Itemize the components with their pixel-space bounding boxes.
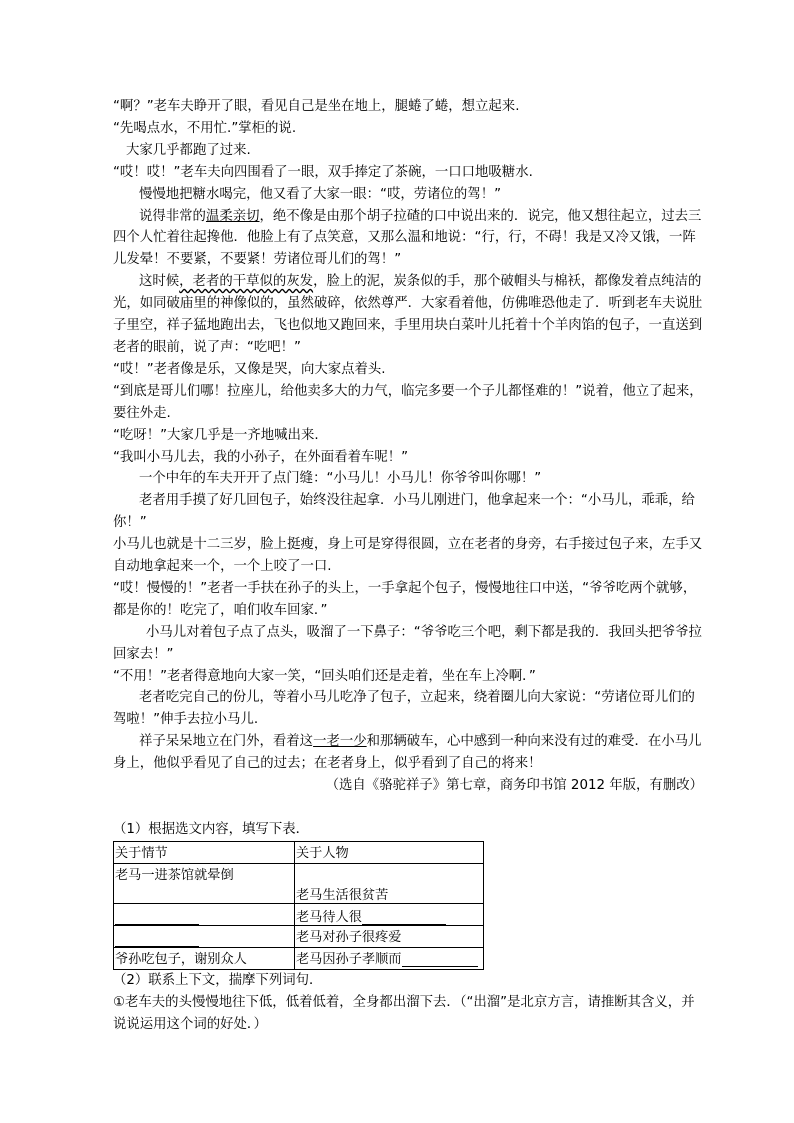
cell-plot-1: 老马一进茶馆就晕倒	[114, 863, 295, 903]
passage-paragraph: 慢慢地把糖水喝完，他又看了大家一眼：“哎，劳诸位的驾！”	[139, 186, 502, 202]
passage-paragraph: “吃呀！”大家几乎是一齐地喊出来.	[113, 427, 319, 443]
table-row	[114, 925, 484, 947]
passage-paragraph: 这时候，老者的干草似的灰发，脸上的泥，炭条似的手，那个破帽头与棉袄，都像发着点纯洁的光，如同破庙里的神像似的，虽然破碎，依然尊严．大家看着他，仿佛唯恐他走了．听到老车夫说肚子里空，祥子猛地跑出去，飞也似地又跑回来，手里用块白菜叶儿托着十个羊肉馅的包子，一直送到老者的眼前，说了声：“吃吧！”	[113, 274, 703, 355]
document-page	[113, 96, 703, 1036]
underlined-phrase: 一老一少	[313, 734, 367, 750]
cell-plot-blank-2[interactable]	[114, 925, 295, 947]
story-passage	[113, 96, 703, 775]
cell-plot-blank-1[interactable]	[114, 903, 295, 925]
answer-blank	[362, 910, 446, 925]
passage-paragraph: “不用！”老者得意地向大家一笑，“回头咱们还是走着，坐在车上冷啊．”	[113, 668, 536, 684]
passage-paragraph: 老者用手摸了好几回包子，始终没往起拿．小马儿刚进门，他拿起来一个：“小马儿，乖乖，给你！”	[113, 493, 695, 531]
table-row	[114, 863, 484, 882]
passage-paragraph: 老者吃完自己的份儿，等着小马儿吃净了包子，立起来，绕着圈儿向大家说：“劳诸位哥儿们的驾啦！”伸手去拉小马儿.	[113, 690, 695, 728]
passage-paragraph: “哎！慢慢的！”老者一手扶在孙子的头上，一手拿起个包子，慢慢地往口中送，“爷爷吃两个就够，都是你的！吃完了，咱们收车回家．”	[113, 580, 697, 618]
passage-paragraph: “哎！哎！”老车夫向四围看了一眼，双手捧定了茶碗，一口口地吸糖水.	[113, 164, 533, 180]
question-2-item-1: ①老车夫的头慢慢地往下低，低着低着，全身都出溜下去．（“出溜”是北京方言，请推断其含义，并说说运用这个词的好处．）	[113, 994, 695, 1032]
passage-paragraph: 祥子呆呆地立在门外，看着这一老一少和那辆破车，心中感到一种向来没有过的难受．在小马儿身上，他似乎看见了自己的过去；在老者身上，似乎看到了自己的将来！	[113, 734, 702, 772]
underlined-phrase: 温柔亲切	[205, 208, 260, 224]
answer-blank	[402, 952, 478, 967]
passage-paragraph: “先喝点水，不用忙.”掌柜的说.	[113, 120, 297, 136]
fill-in-table	[113, 841, 484, 970]
cell-character-5[interactable]: 老马因孙子孝顺而	[295, 947, 484, 969]
passage-paragraph: “到底是哥儿们哪！拉座儿，给他卖多大的力气，临完多要一个子儿都怪难的！”说着，他立了起来，要往外走.	[113, 383, 703, 421]
question-2: （2）联系上下文，揣摩下列词句．	[113, 972, 323, 988]
table-row	[114, 903, 484, 925]
source-citation: （选自《骆驼祥子》第七章，商务印书馆 2012 年版，有删改）	[325, 778, 703, 794]
cell-plot-5: 爷孙吃包子，谢别众人	[114, 947, 295, 969]
passage-paragraph: 大家几乎都跑了过来.	[126, 142, 251, 158]
passage-paragraph: 小马儿对着包子点了点头，吸溜了一下鼻子：“爷爷吃三个吧，剩下都是我的．我回头把爷爷拉回家去！”	[113, 624, 702, 662]
cell-character-1: 老马生活很贫苦	[295, 882, 484, 904]
cell-empty	[295, 863, 484, 882]
question-1: （1）根据选文内容，填写下表．	[113, 822, 309, 837]
table-row	[114, 947, 484, 969]
passage-paragraph: 说得非常的温柔亲切，绝不像是由那个胡子拉碴的口中说出来的．说完，他又想往起立，过去三四个人忙着往起搀他．他脸上有了点笑意，又那么温和地说：“行，行，不碍！我是又冷又饿，一阵儿发晕！不要紧，不要紧！劳诸位哥儿们的驾！”	[113, 208, 702, 268]
header-plot: 关于情节	[114, 841, 295, 863]
passage-paragraph: “我叫小马儿去，我的小孙子，在外面看着车呢！”	[113, 449, 409, 465]
cell-character-3: 老马对孙子很疼爱	[295, 925, 484, 947]
underlined-phrase: ，老者的干草似的灰发	[179, 274, 314, 290]
table-header-row	[114, 841, 484, 863]
passage-paragraph: “啊？”老车夫睁开了眼，看见自己是坐在地上，腿蜷了蜷，想立起来.	[113, 99, 520, 114]
header-character: 关于人物	[295, 841, 484, 863]
passage-paragraph: 小马儿也就是十二三岁，脸上挺瘦，身上可是穿得很圆，立在老者的身旁，右手接过包子来，左手又自动地拿起来一个，一个上咬了一口.	[113, 537, 703, 575]
cell-character-2[interactable]: 老马待人很	[295, 903, 484, 925]
passage-paragraph: “哎！”老者像是乐，又像是哭，向大家点着头.	[113, 361, 386, 377]
answer-blank	[115, 932, 199, 947]
answer-blank	[115, 910, 199, 925]
passage-paragraph: 一个中年的车夫开开了点门缝：“小马儿！小马儿！你爷爷叫你哪！”	[139, 471, 542, 487]
